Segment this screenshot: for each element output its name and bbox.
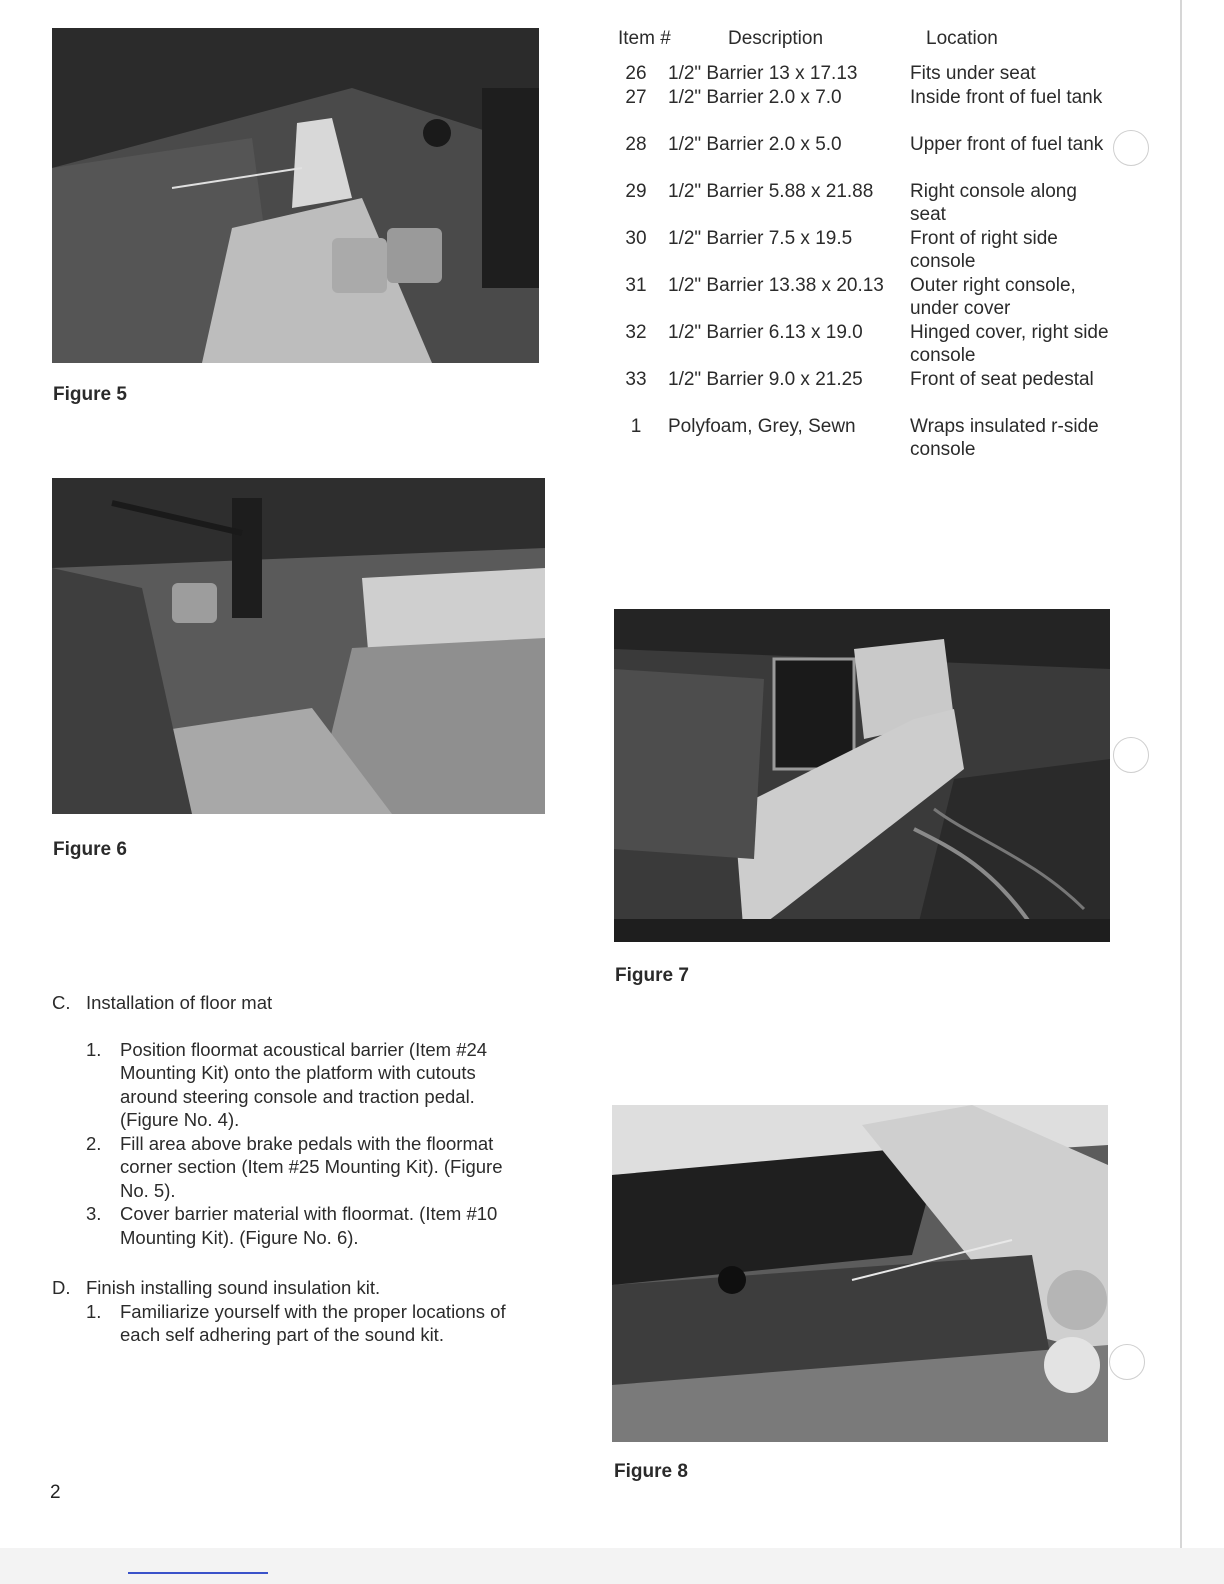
row-item: 32 (625, 322, 647, 343)
row-location: Upper front of fuel tank (910, 134, 1104, 155)
parts-table (618, 28, 1138, 462)
step-text: Fill area above brake pedals with the floormat corner section (Item #25 Mounting Kit). (Figure No. 5). (120, 1132, 503, 1201)
figure-8-photo (612, 1105, 1108, 1442)
table-row (618, 227, 1138, 274)
section-d (52, 1276, 532, 1347)
parts-table-header (618, 28, 1138, 62)
step-number: 1. (86, 1300, 102, 1322)
row-description: 1/2" Barrier 7.5 x 19.5 (668, 228, 853, 249)
row-location: Outer right console, under cover (910, 275, 1076, 319)
bottom-link-line (128, 1572, 268, 1574)
step-text: Position floormat acoustical barrier (Item #24 Mounting Kit) onto the platform with cutouts around steering console and traction pedal. (Figure No. 4). (120, 1038, 488, 1130)
page-number: 2 (50, 1482, 61, 1503)
row-location: Front of seat pedestal (910, 369, 1094, 390)
row-location: Right console along seat (910, 181, 1077, 225)
list-item (52, 1202, 532, 1249)
table-row (618, 415, 1138, 462)
table-row (618, 62, 1138, 86)
row-location: Wraps insulated r-side console (910, 416, 1099, 460)
figure-5-caption: Figure 5 (53, 384, 127, 405)
row-item: 1 (630, 416, 642, 437)
row-description: 1/2" Barrier 13.38 x 20.13 (668, 275, 884, 296)
row-location: Fits under seat (910, 63, 1036, 84)
header-location: Location (926, 28, 998, 49)
list-item (52, 1300, 532, 1347)
step-number: 1. (86, 1038, 102, 1060)
step-number: 2. (86, 1132, 102, 1154)
table-row (618, 180, 1138, 227)
row-item: 33 (625, 369, 647, 390)
list-item (52, 1132, 532, 1203)
row-item: 27 (625, 87, 647, 108)
page-edge (1180, 0, 1182, 1584)
section-c-steps (52, 1038, 532, 1250)
row-item: 26 (625, 63, 647, 84)
section-c-title: Installation of floor mat (86, 992, 273, 1013)
step-text: Cover barrier material with floormat. (Item #10 Mounting Kit). (Figure No. 6). (120, 1203, 498, 1248)
list-item (52, 1038, 532, 1132)
section-c-letter: C. (52, 992, 71, 1013)
figure-6-photo (52, 478, 545, 814)
row-item: 29 (625, 181, 647, 202)
section-d-steps (52, 1300, 532, 1347)
row-description: 1/2" Barrier 5.88 x 21.88 (668, 181, 874, 202)
punch-hole (1109, 1344, 1145, 1380)
row-item: 28 (625, 134, 647, 155)
row-location: Hinged cover, right side console (910, 322, 1109, 366)
section-d-letter: D. (52, 1277, 71, 1298)
page-bottom-margin (0, 1548, 1224, 1584)
table-row (618, 274, 1138, 321)
row-description: Polyfoam, Grey, Sewn (668, 416, 856, 437)
section-c-heading (52, 991, 532, 1015)
row-description: 1/2" Barrier 2.0 x 7.0 (668, 87, 842, 108)
step-number: 3. (86, 1203, 102, 1224)
row-description: 1/2" Barrier 9.0 x 21.25 (668, 369, 863, 390)
figure-6-caption: Figure 6 (53, 839, 127, 860)
figure-7-caption: Figure 7 (615, 965, 689, 986)
row-location: Inside front of fuel tank (910, 87, 1103, 108)
section-d-heading (52, 1276, 532, 1300)
row-description: 1/2" Barrier 2.0 x 5.0 (668, 134, 842, 155)
row-item: 30 (625, 228, 647, 249)
header-item: Item # (618, 28, 671, 49)
section-d-title: Finish installing sound insulation kit. (86, 1277, 381, 1298)
table-row (618, 86, 1138, 133)
row-description: 1/2" Barrier 6.13 x 19.0 (668, 322, 863, 343)
row-location: Front of right side console (910, 228, 1058, 272)
punch-hole (1113, 130, 1149, 166)
row-item: 31 (625, 275, 647, 296)
section-c (52, 991, 532, 1249)
row-description: 1/2" Barrier 13 x 17.13 (668, 63, 858, 84)
table-row (618, 368, 1138, 415)
table-row (618, 321, 1138, 368)
step-text: Familiarize yourself with the proper locations of each self adhering part of the sound kit. (120, 1300, 506, 1345)
punch-hole (1113, 737, 1149, 773)
figure-7-photo (614, 609, 1110, 942)
figure-8-caption: Figure 8 (614, 1461, 688, 1482)
table-row (618, 133, 1138, 180)
figure-5-photo (52, 28, 539, 363)
header-description: Description (728, 28, 824, 49)
